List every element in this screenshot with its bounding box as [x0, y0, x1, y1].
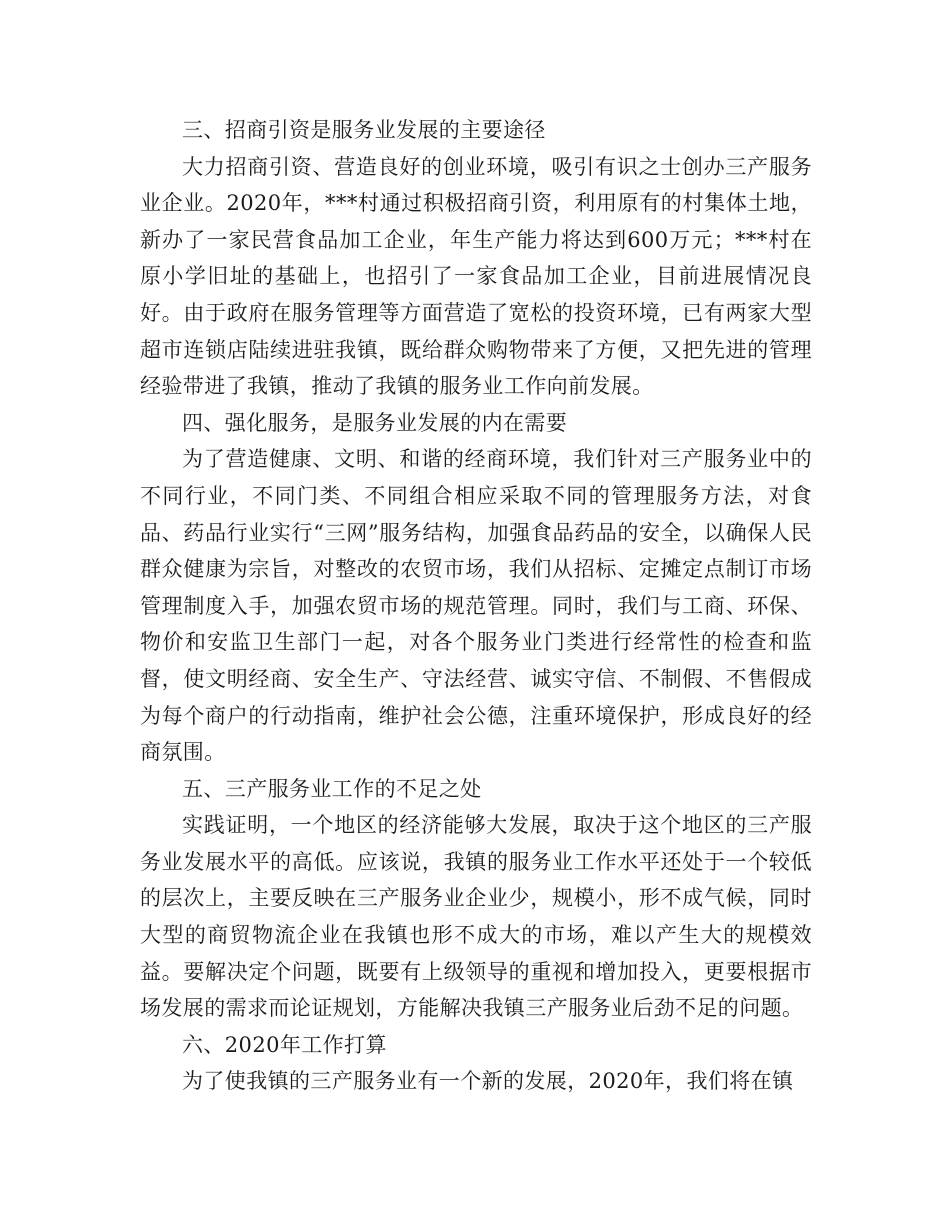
paragraph-plan: 为了使我镇的三产服务业有一个新的发展，2020年，我们将在镇 [182, 1069, 794, 1094]
paragraph-service: 为了营造健康、文明、和谐的经商环境，我们针对三产服务业中的不同行业，不同门类、不同组合相应采取不同的管理服务方法，对食品、药品行业实行“三网”服务结构，加强食品药品的安全，以确保人民群众健康为宗旨，对整改的农贸市场，我们从招标、定摊定点制订市场管理制度入手，加强农贸市场的规范管理。同时，我们与工商、环保、物价和安监卫生部门一起，对各个服务业门类进行经常性的检查和监督，使文明经商、安全生产、守法经营、诚实守信、不制假、不售假成为每个商户的行动指南，维护社会公德，注重环境保护，形成良好的经商氛围。 [140, 447, 812, 765]
paragraph-investment: 大力招商引资、营造良好的创业环境，吸引有识之士创办三产服务业企业。2020年，***村通过积极招商引资，利用原有的村集体土地，新办了一家民营食品加工企业，年生产能力将达到600万元；***村在原小学旧址的基础上，也招引了一家食品加工企业，目前进展情况良好。由于政府在服务管理等方面营造了宽松的投资环境，已有两家大型超市连锁店陆续进驻我镇，既给群众购物带来了方便，又把先进的管理经验带进了我镇，推动了我镇的服务业工作向前发展。 [140, 154, 812, 399]
section-heading-shortcomings: 五、三产服务业工作的不足之处 [182, 776, 482, 801]
document-body [140, 112, 812, 1100]
section-heading-investment: 三、招商引资是服务业发展的主要途径 [182, 118, 546, 142]
section-heading-service: 四、强化服务，是服务业发展的内在需要 [182, 410, 568, 435]
paragraph-shortcomings: 实践证明，一个地区的经济能够大发展，取决于这个地区的三产服务业发展水平的高低。应该说，我镇的服务业工作水平还处于一个较低的层次上，主要反映在三产服务业企业少，规模小，形不成气候，同时大型的商贸物流企业在我镇也形不成大的市场，难以产生大的规模效益。要解决定个问题，既要有上级领导的重视和增加投入，更要根据市场发展的需求而论证规划，方能解决我镇三产服务业后劲不足的问题。 [140, 813, 812, 1021]
section-heading-plan: 六、2020年工作打算 [182, 1032, 387, 1057]
